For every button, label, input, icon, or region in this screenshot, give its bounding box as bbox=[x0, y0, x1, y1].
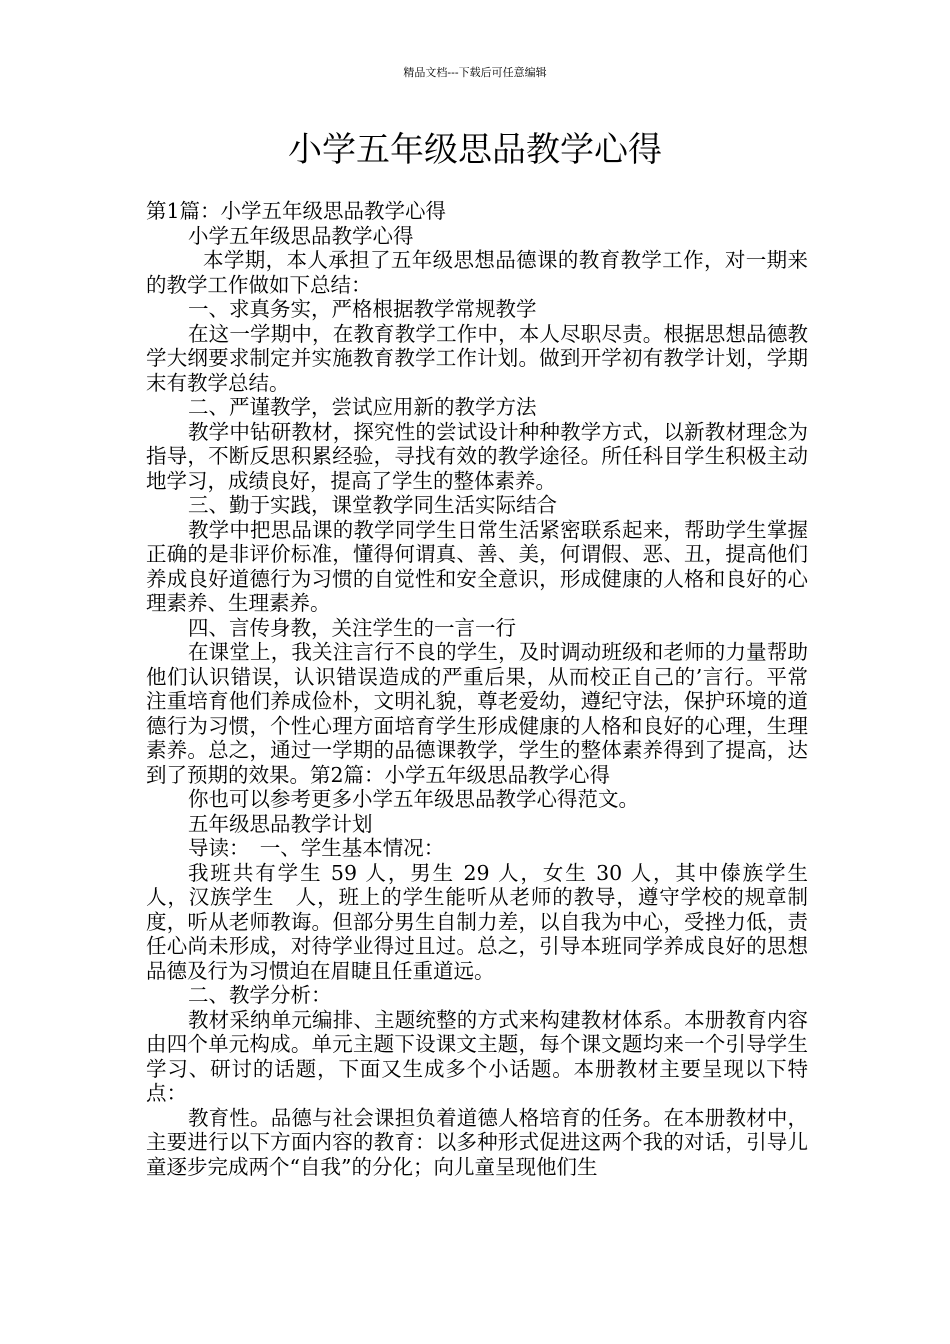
document-title: 小学五年级思品教学心得 bbox=[288, 130, 662, 170]
body-paragraph: 三、勤于实践，课堂教学同生活实际结合 bbox=[188, 493, 557, 517]
body-paragraph: 小学五年级思品教学心得 bbox=[188, 223, 414, 248]
body-paragraph: 二、严谨教学，尝试应用新的教学方法 bbox=[188, 395, 537, 419]
body-paragraph: 导读： 一、学生基本情况： bbox=[188, 836, 445, 860]
body-paragraph: 四、言传身教，关注学生的一言一行 bbox=[188, 615, 516, 640]
body-paragraph: 你也可以参考更多小学五年级思品教学心得范文。 bbox=[188, 787, 639, 811]
body-paragraph: 教学中钻研教材，探究性的尝试设计种种教学方式，以新教材理念为指导，不断反思积累经验，寻找有效的教学途径。所任科目学生积极主动地学习，成绩良好，提高了学生的整体素养。 bbox=[146, 419, 808, 493]
body-paragraph: 在课堂上，我关注言行不良的学生，及时调动班级和老师的力量帮助他们认识错误，认识错误造成的严重后果，从而校正自己的’言行。平常注重培育他们养成俭朴，文明礼貌，尊老爱幼，遵纪守法，保护环境的道德行为习惯，个性心理方面培育学生形成健康的人格和良好的心理，生理素养。总之，通过一学期的品德课教学，学生的整体素养得到了提高，达到了预期的效果。第2篇：小学五年级思品教学心得 bbox=[146, 640, 808, 787]
header-note: 精品文档---下载后可任意编辑 bbox=[403, 66, 547, 79]
body-paragraph: 我班共有学生 59 人，男生 29 人，女生 30 人，其中傣族学生 人，汉族学生 人，班上的学生能听从老师的教导，遵守学校的规章制度，听从老师教诲。但部分男生自制力差，以自我为中心，受挫力低，责任心尚未形成，对待学业得过且过。总之，引导本班同学养成良好的思想品德及行为习惯迫在眉睫且任重道远。 bbox=[146, 860, 829, 983]
body-paragraph: 教育性。品德与社会课担负着道德人格培育的任务。在本册教材中，主要进行以下方面内容的教育：以多种形式促进这两个我的对话，引导儿童逐步完成两个“自我”的分化；向儿童呈现他们生 bbox=[146, 1105, 808, 1179]
body-paragraph: 本学期，本人承担了五年级思想品德课的教育教学工作，对一期来的教学工作做如下总结： bbox=[146, 248, 808, 297]
body-paragraph: 一、求真务实，严格根据教学常规教学 bbox=[188, 297, 537, 321]
document-body bbox=[146, 199, 829, 1179]
body-paragraph: 第1篇：小学五年级思品教学心得 bbox=[146, 199, 447, 223]
body-paragraph: 教材采纳单元编排、主题统整的方式来构建教材体系。本册教育内容由四个单元构成。单元主题下设课文主题，每个课文题均来一个引导学生学习、研讨的话题，下面又生成多个小话题。本册教材主要呈现以下特点： bbox=[146, 1007, 808, 1105]
body-paragraph: 五年级思品教学计划 bbox=[188, 811, 373, 836]
body-paragraph: 教学中把思品课的教学同学生日常生活紧密联系起来，帮助学生掌握正确的是非评价标准，懂得何谓真、善、美，何谓假、恶、丑，提高他们养成良好道德行为习惯的自觉性和安全意识，形成健康的人格和良好的心理素养、生理素养。 bbox=[146, 517, 808, 615]
body-paragraph: 在这一学期中，在教育教学工作中，本人尽职尽责。根据思想品德教学大纲要求制定并实施教育教学工作计划。做到开学初有教学计划，学期末有教学总结。 bbox=[146, 321, 808, 395]
body-paragraph: 二、教学分析： bbox=[188, 983, 332, 1007]
